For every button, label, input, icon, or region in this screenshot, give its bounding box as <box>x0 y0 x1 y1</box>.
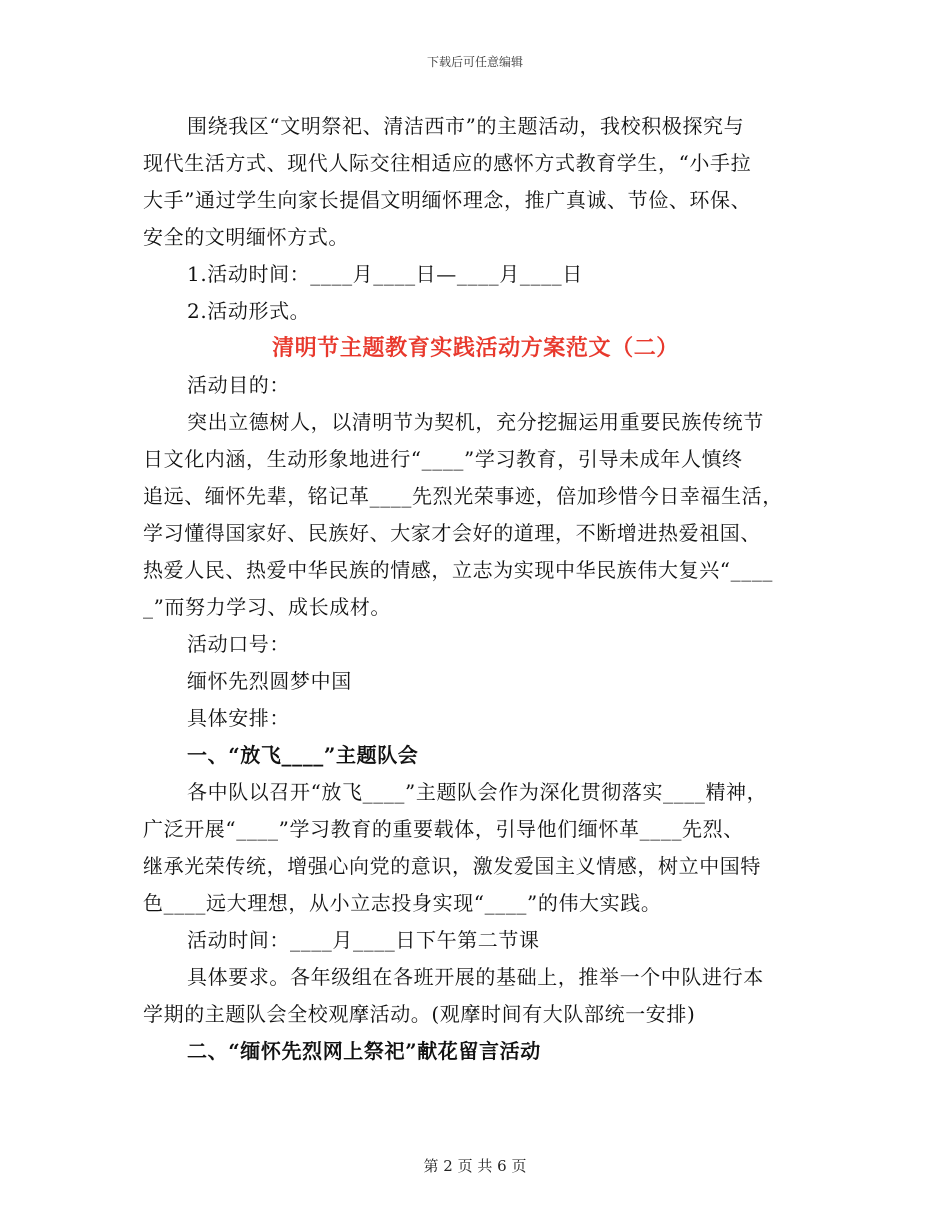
paragraph-line: 广泛开展“____”学习教育的重要载体，引导他们缅怀革____先烈、 <box>143 817 744 841</box>
subheading-slogan: 活动口号： <box>187 632 290 656</box>
paragraph-line: 具体要求。各年级组在各班开展的基础上，推举一个中队进行本 <box>187 965 764 989</box>
paragraph-line: 大手”通过学生向家长提倡文明缅怀理念，推广真诚、节俭、环保、 <box>143 188 752 212</box>
paragraph-line: _”而努力学习、成长成材。 <box>143 595 392 619</box>
paragraph-line: 色____远大理想，从小立志投身实现“____”的伟大实践。 <box>143 891 662 915</box>
section-title: 清明节主题教育实践活动方案范文（二） <box>272 335 679 361</box>
paragraph-line: 各中队以召开“放飞____”主题队会作为深化贯彻落实____精神， <box>187 780 768 804</box>
activity-time-item: 1.活动时间：____月____日—____月____日 <box>187 262 583 286</box>
activity-form-item: 2.活动形式。 <box>187 299 311 323</box>
document-body <box>143 108 808 1070</box>
section-heading-one: 一、“放飞____”主题队会 <box>187 743 419 767</box>
page-header-note: 下载后可任意编辑 <box>426 55 523 69</box>
activity-time-line: 活动时间：____月____日下午第二节课 <box>187 928 540 952</box>
paragraph-line: 继承光荣传统，增强心向党的意识，激发爱国主义情感，树立中国特 <box>143 854 761 878</box>
subheading-purpose: 活动目的： <box>187 373 290 397</box>
paragraph-line: 学习懂得国家好、民族好、大家才会好的道理，不断增进热爱祖国、 <box>143 521 761 545</box>
paragraph-line: 安全的文明缅怀方式。 <box>143 225 349 249</box>
paragraph-line: 热爱人民、热爱中华民族的情感，立志为实现中华民族伟大复兴“____ <box>143 558 774 582</box>
paragraph-line: 现代生活方式、现代人际交往相适应的感怀方式教育学生，“小手拉 <box>143 151 752 175</box>
subheading-arrangement: 具体安排： <box>187 706 290 730</box>
paragraph-line: 日文化内涵，生动形象地进行“____”学习教育，引导未成年人慎终 <box>143 447 743 471</box>
paragraph-line: 围绕我区“文明祭祀、清洁西市”的主题活动，我校积极探究与 <box>187 114 745 138</box>
slogan-text: 缅怀先烈圆梦中国 <box>187 669 352 693</box>
paragraph-line: 追远、缅怀先辈，铭记革____先烈光荣事迹，倍加珍惜今日幸福生活， <box>143 484 783 508</box>
section-heading-two: 二、“缅怀先烈网上祭祀”献花留言活动 <box>187 1039 541 1063</box>
paragraph-line: 学期的主题队会全校观摩活动。(观摩时间有大队部统一安排) <box>143 1002 696 1026</box>
paragraph-line: 突出立德树人，以清明节为契机，充分挖掘运用重要民族传统节 <box>187 410 764 434</box>
page-number-footer: 第 2 页 共 6 页 <box>423 1157 527 1175</box>
